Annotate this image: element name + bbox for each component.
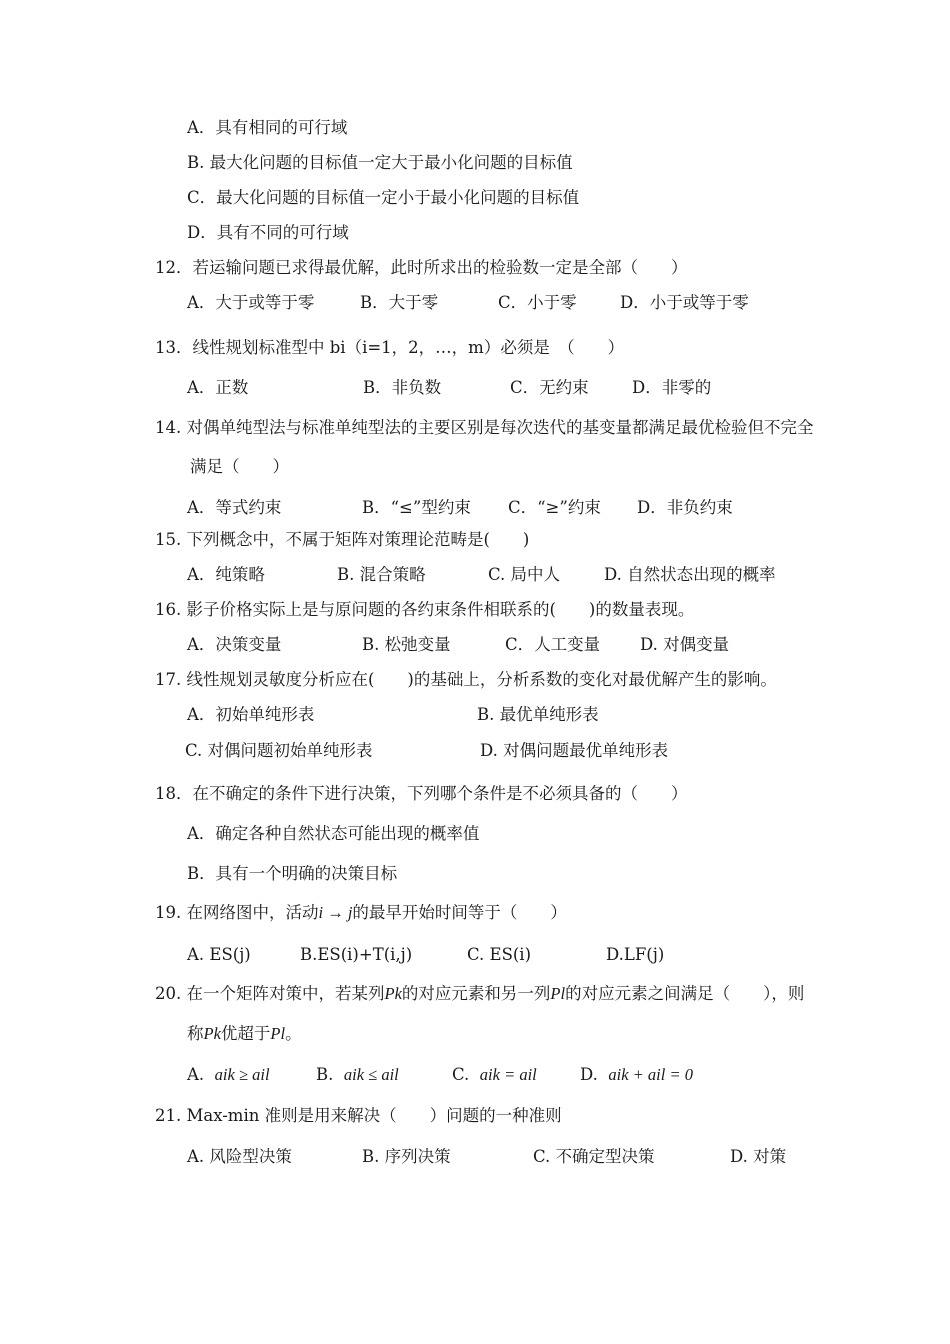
q20-line2-b: 优超于	[220, 1024, 271, 1043]
q20-option-a-math: aik ≥ ail	[214, 1065, 270, 1084]
q21-stem: 21. Max-min 准则是用来解决（ ）问题的一种准则	[155, 1106, 562, 1125]
q20-option-c-letter: C.	[452, 1065, 470, 1084]
q21-option-c: C. 不确定型决策	[533, 1147, 655, 1166]
q13-option-d: D．非零的	[632, 378, 712, 397]
q19-activity-math: i → j	[318, 903, 353, 922]
q20-option-d	[580, 1064, 693, 1086]
q20-option-c	[452, 1064, 537, 1086]
q15-stem: 15. 下列概念中，不属于矩阵对策理论范畴是( )	[155, 530, 530, 549]
q15-option-b: B. 混合策略	[337, 565, 426, 584]
q19-option-b: B.ES(i)+T(i,j)	[300, 945, 413, 964]
q20-line2-c: 。	[285, 1024, 302, 1043]
q12-option-d: D．小于或等于零	[620, 293, 749, 312]
q20-stem-line2	[187, 1023, 302, 1045]
q20-line2-a: 称	[187, 1024, 204, 1043]
q19-option-a: A. ES(j)	[187, 945, 251, 964]
q13-option-b: B．非负数	[363, 378, 442, 397]
q20-stem-b: 的对应元素和另一列	[401, 984, 551, 1003]
q11-option-c: C．最大化问题的目标值一定小于最小化问题的目标值	[187, 188, 580, 207]
q19-option-c: C. ES(i)	[467, 945, 532, 964]
q16-option-a: A．决策变量	[187, 635, 282, 654]
q21-option-d: D. 对策	[730, 1147, 787, 1166]
q11-option-a: A．具有相同的可行域	[187, 118, 348, 137]
q14-stem-line2: 满足（ ）	[190, 457, 289, 476]
q15-option-c: C. 局中人	[488, 565, 561, 584]
q15-option-d: D. 自然状态出现的概率	[604, 565, 776, 584]
q11-option-d: D．具有不同的可行域	[187, 223, 349, 242]
q20-option-d-math: aik + ail = 0	[608, 1065, 693, 1084]
q16-option-b: B. 松弛变量	[362, 635, 451, 654]
q20-line2-pl: Pl	[270, 1024, 286, 1043]
q18-option-a: A．确定各种自然状态可能出现的概率值	[187, 824, 480, 843]
q13-option-a: A．正数	[187, 378, 249, 397]
q14-option-d: D．非负约束	[637, 498, 733, 517]
q20-option-a-letter: A.	[187, 1065, 205, 1084]
q20-option-a	[187, 1064, 270, 1086]
q19-stem-post: 的最早开始时间等于（ ）	[352, 903, 567, 922]
q20-stem-line1	[155, 983, 804, 1005]
q18-stem: 18．在不确定的条件下进行决策，下列哪个条件是不必须具备的（ ）	[155, 784, 688, 803]
q19-option-d: D.LF(j)	[606, 945, 665, 964]
q16-option-c: C．人工变量	[505, 635, 601, 654]
q17-option-d: D. 对偶问题最优单纯形表	[480, 741, 669, 760]
q17-option-b: B. 最优单纯形表	[477, 705, 599, 724]
q21-option-b: B. 序列决策	[362, 1147, 451, 1166]
q14-option-b: B．“≤”型约束	[362, 498, 471, 517]
q21-option-a: A. 风险型决策	[187, 1147, 292, 1166]
q20-option-b	[316, 1064, 399, 1086]
q20-line2-pk: Pk	[203, 1024, 221, 1043]
q20-option-b-math: aik ≤ ail	[343, 1065, 399, 1084]
q15-option-a: A．纯策略	[187, 565, 265, 584]
q17-stem: 17. 线性规划灵敏度分析应在( )的基础上，分析系数的变化对最优解产生的影响。	[155, 670, 777, 689]
q11-option-b: B. 最大化问题的目标值一定大于最小化问题的目标值	[187, 153, 573, 172]
q20-option-d-letter: D.	[580, 1065, 598, 1084]
q14-option-c: C．“≥”约束	[508, 498, 601, 517]
q19-stem-pre: 19. 在网络图中，活动	[155, 903, 319, 922]
q12-option-b: B．大于零	[360, 293, 439, 312]
q17-option-c: C. 对偶问题初始单纯形表	[185, 741, 373, 760]
q16-stem: 16. 影子价格实际上是与原问题的各约束条件相联系的( )的数量表现。	[155, 600, 695, 619]
q14-stem-line1: 14. 对偶单纯型法与标准单纯型法的主要区别是每次迭代的基变量都满足最优检验但不完全	[155, 418, 814, 437]
q19-stem	[155, 902, 567, 924]
q13-option-c: C．无约束	[510, 378, 589, 397]
q17-option-a: A．初始单纯形表	[187, 705, 315, 724]
q12-option-a: A．大于或等于零	[187, 293, 315, 312]
q16-option-d: D. 对偶变量	[640, 635, 730, 654]
q18-option-b: B．具有一个明确的决策目标	[187, 864, 398, 883]
q12-option-c: C．小于零	[498, 293, 577, 312]
q20-option-c-math: aik = ail	[479, 1065, 537, 1084]
q20-pk: Pk	[384, 984, 402, 1003]
q20-pl: Pl	[550, 984, 566, 1003]
q12-stem: 12．若运输问题已求得最优解，此时所求出的检验数一定是全部（ ）	[155, 258, 688, 277]
q14-option-a: A．等式约束	[187, 498, 282, 517]
q20-stem-c: 的对应元素之间满足（ ），则	[565, 984, 805, 1003]
q13-stem: 13．线性规划标准型中 bi（i=1，2，…，m）必须是 （ ）	[155, 338, 625, 357]
q20-stem-a: 20. 在一个矩阵对策中，若某列	[155, 984, 385, 1003]
q20-option-b-letter: B.	[316, 1065, 334, 1084]
